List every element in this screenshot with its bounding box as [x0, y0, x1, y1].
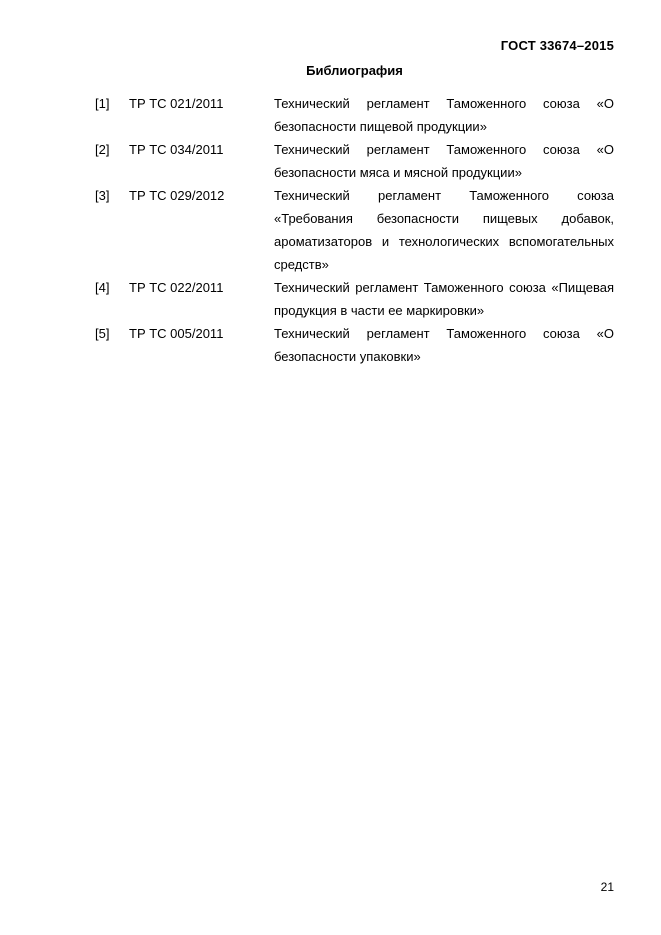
entry-regulation-code: ТР ТС 022/2011 — [129, 280, 224, 295]
entry-number: [2] — [95, 142, 110, 157]
entry-regulation-code: ТР ТС 021/2011 — [129, 96, 224, 111]
bibliography-entry — [0, 138, 661, 184]
entry-number: [1] — [95, 96, 110, 111]
entry-description: Технический регламент Таможенного союза «О безопасности пищевой продукции» — [274, 96, 614, 134]
bibliography-entry — [0, 184, 661, 276]
entry-description: Технический регламент Таможенного союза «Требования безопасности пищевых добавок, ароматизаторов и технологических вспомогательных средств» — [274, 188, 614, 272]
entry-regulation-code: ТР ТС 005/2011 — [129, 326, 224, 341]
entry-number: [4] — [95, 280, 110, 295]
bibliography-list — [0, 92, 661, 368]
bibliography-title: Библиография — [306, 63, 403, 78]
entry-description: Технический регламент Таможенного союза «Пищевая продукция в части ее маркировки» — [274, 280, 614, 318]
document-code-header: ГОСТ 33674–2015 — [500, 38, 614, 53]
bibliography-entry — [0, 322, 661, 368]
entry-regulation-code: ТР ТС 034/2011 — [129, 142, 224, 157]
entry-number: [3] — [95, 188, 110, 203]
entry-description: Технический регламент Таможенного союза «О безопасности мяса и мясной продукции» — [274, 142, 614, 180]
entry-regulation-code: ТР ТС 029/2012 — [129, 188, 225, 203]
entry-number: [5] — [95, 326, 110, 341]
bibliography-entry — [0, 92, 661, 138]
page-number: 21 — [600, 880, 614, 894]
entry-description: Технический регламент Таможенного союза «О безопасности упаковки» — [274, 326, 614, 364]
bibliography-entry — [0, 276, 661, 322]
